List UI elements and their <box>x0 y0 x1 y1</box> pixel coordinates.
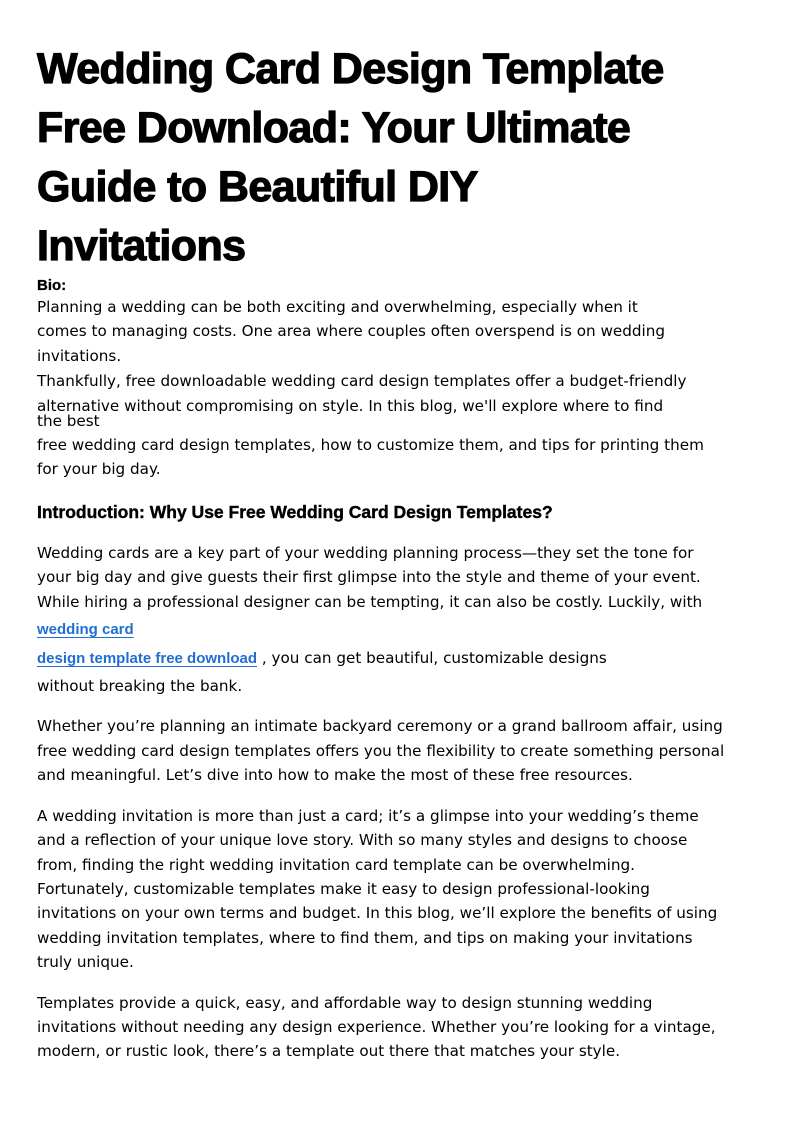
intro-paragraph-1 <box>37 541 757 699</box>
text-line: alternative without compromising on style. In this blog, we'll explore where to find <box>37 396 664 415</box>
text-line: Templates provide a quick, easy, and affordable way to design stunning wedding <box>37 993 653 1012</box>
link-line <box>37 646 757 671</box>
bio-paragraph-2 <box>37 369 757 482</box>
bio-label: Bio: <box>37 277 67 294</box>
intro-paragraph-4 <box>37 991 757 1064</box>
text-line: free wedding card design templates, how to customize them, and tips for printing them <box>37 436 704 455</box>
intro-paragraph-3 <box>37 804 757 975</box>
page-title <box>37 40 757 276</box>
title-line: Guide to Beautiful DIY <box>37 163 478 211</box>
link-line <box>37 617 757 642</box>
text-line: invitations. <box>37 346 122 365</box>
text-line: and a reflection of your unique love story. With so many styles and designs to choose <box>37 831 688 850</box>
section-heading: Introduction: Why Use Free Wedding Card Design Templates? <box>37 501 553 522</box>
design-template-download-link[interactable]: design template free download <box>37 650 258 668</box>
text-line: While hiring a professional designer can be tempting, it can also be costly. Luckily, with <box>37 592 703 611</box>
bio-paragraph-1 <box>37 295 757 368</box>
text-line: Planning a wedding can be both exciting and overwhelming, especially when it <box>37 298 638 316</box>
intro-paragraph-2 <box>37 714 757 787</box>
wedding-card-link[interactable]: wedding card <box>37 621 134 639</box>
text-line: invitations without needing any design experience. Whether you’re looking for a vintage, <box>37 1017 716 1036</box>
document-page <box>37 40 757 1064</box>
text-line: the best <box>37 412 100 431</box>
text-line: A wedding invitation is more than just a card; it’s a glimpse into your wedding’s theme <box>37 806 699 825</box>
text-line: comes to managing costs. One area where couples often overspend is on wedding <box>37 322 666 341</box>
text-line: Fortunately, customizable templates make it easy to design professional-looking <box>37 879 650 898</box>
text-line: free wedding card design templates offers you the flexibility to create something personal <box>37 741 725 760</box>
title-line: Wedding Card Design Template <box>37 45 664 93</box>
text-line: your big day and give guests their first glimpse into the style and theme of your event. <box>37 568 701 587</box>
text-line: for your big day. <box>37 460 161 479</box>
text-line: Wedding cards are a key part of your wedding planning process—they set the tone for <box>37 543 694 562</box>
text-after-link: , you can get beautiful, customizable designs <box>257 649 607 668</box>
text-line: from, finding the right wedding invitation card template can be overwhelming. <box>37 855 635 874</box>
title-line: Free Download: Your Ultimate <box>37 104 631 152</box>
text-line: without breaking the bank. <box>37 677 243 696</box>
title-line: Invitations <box>37 222 246 270</box>
text-line: Whether you’re planning an intimate backyard ceremony or a grand ballroom affair, using <box>37 717 723 736</box>
text-line: invitations on your own terms and budget. In this blog, we’ll explore the benefits of using <box>37 904 718 923</box>
text-line: truly unique. <box>37 953 134 972</box>
text-line: modern, or rustic look, there’s a template out there that matches your style. <box>37 1042 621 1061</box>
text-line: wedding invitation templates, where to find them, and tips on making your invitations <box>37 928 693 947</box>
text-line: Thankfully, free downloadable wedding card design templates offer a budget-friendly <box>37 372 687 391</box>
text-line: and meaningful. Let’s dive into how to make the most of these free resources. <box>37 766 633 785</box>
